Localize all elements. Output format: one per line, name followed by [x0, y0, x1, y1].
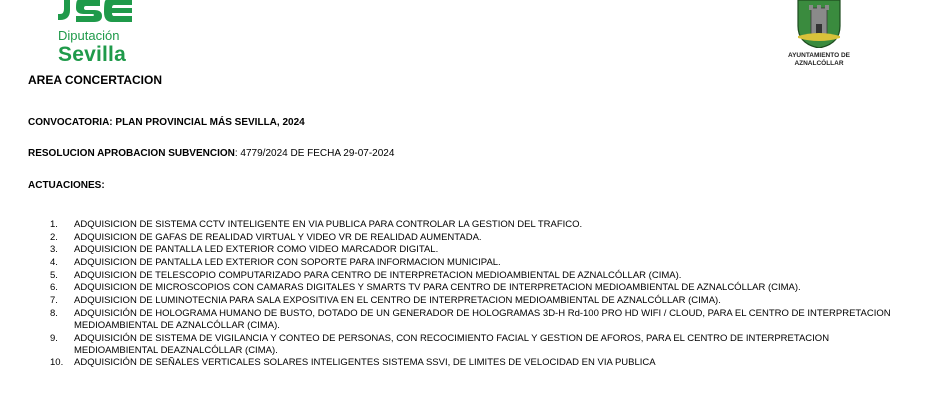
convocatoria-line: CONVOCATORIA: PLAN PROVINCIAL MÁS SEVILLA, 2024: [28, 117, 305, 128]
actuaciones-heading: ACTUACIONES:: [28, 180, 105, 191]
list-item-number: 6.: [50, 282, 58, 294]
list-item-text: ADQUISICION DE LUMINOTECNIA PARA SALA EXPOSITIVA EN EL CENTRO DE INTERPRETACION MEDIOAMBIENTAL DE AZNALCÓLLAR (CIMA).: [74, 295, 721, 307]
ayuntamiento-line1: AYUNTAMIENTO DE: [788, 52, 850, 59]
ayuntamiento-line2: AZNALCÓLLAR: [794, 60, 844, 67]
diputacion-sevilla-logo: [56, 0, 146, 70]
logo-text-diputacion: Diputación: [58, 28, 120, 43]
list-item-number: 9.: [50, 332, 58, 344]
list-item-text: ADQUISICIÓN DE SISTEMA DE VIGILANCIA Y CONTEO DE PERSONAS, CON RECOCIMIENTO FACIAL Y GESTION DE AFOROS, PARA EL CENTRO DE INTERPRETACION MEDIOAMBIENTAL DEAZNALCÓLLAR (CIMA).: [74, 332, 830, 356]
list-item-number: 4.: [50, 257, 58, 269]
resolucion-value: : 4779/2024 DE FECHA 29-07-2024: [234, 148, 395, 159]
list-item: [28, 282, 908, 294]
list-item: [28, 232, 908, 244]
list-item-text: ADQUISICION DE TELESCOPIO COMPUTARIZADO PARA CENTRO DE INTERPRETACION MEDIOAMBIENTAL DE AZNALCÓLLAR (CIMA).: [74, 269, 682, 281]
list-item: [28, 257, 908, 269]
list-item-text: ADQUISICION DE GAFAS DE REALIDAD VIRTUAL Y VIDEO VR DE REALIDAD AUMENTADA.: [74, 231, 482, 243]
actuaciones-list: [28, 219, 908, 370]
list-item-number: 1.: [50, 219, 58, 230]
list-item: [28, 333, 908, 357]
area-heading: AREA CONCERTACION: [28, 73, 162, 87]
list-item-number: 5.: [50, 269, 58, 281]
list-item: [28, 219, 908, 231]
resolucion-label: RESOLUCION APROBACION SUBVENCION: [28, 148, 235, 159]
logo-text-sevilla: Sevilla: [58, 43, 126, 66]
list-item-text: ADQUISICION DE MICROSCOPIOS CON CAMARAS DIGITALES Y SMARTS TV PARA CENTRO DE INTERPRETACION MEDIOAMBIENTAL DE AZNALCÓLLAR (CIMA).: [74, 282, 801, 294]
list-item: [28, 308, 908, 332]
list-item-text: ADQUISICION DE PANTALLA LED EXTERIOR CON SOPORTE PARA INFORMACION MUNICIPAL.: [74, 257, 501, 269]
list-item-number: 8.: [50, 307, 58, 319]
list-item-text: ADQUISICIÓN DE SEÑALES VERTICALES SOLARES INTELIGENTES SISTEMA SSVI, DE LIMITES DE VELOCIDAD EN VIA PUBLICA: [74, 357, 656, 369]
dipse-logo-mark-icon: [56, 0, 136, 26]
list-item: [28, 270, 908, 282]
list-item-number: 10.: [50, 357, 64, 369]
list-item: [28, 295, 908, 307]
list-item: [28, 244, 908, 256]
list-item-number: 2.: [50, 231, 58, 243]
list-item-number: 7.: [50, 295, 58, 307]
list-item-number: 3.: [50, 244, 58, 256]
list-item: [28, 357, 908, 369]
coat-of-arms-icon: [792, 0, 846, 48]
resolucion-line: [28, 148, 394, 159]
list-item-text: ADQUISICIÓN DE HOLOGRAMA HUMANO DE BUSTO, DOTADO DE UN GENERADOR DE HOLOGRAMAS 3D-H Rd-100 PRO HD WIFI / CLOUD, PARA EL CENTRO DE INTERPRETACION MEDIOAMBIENTAL DE AZNALCÓLLAR (CIMA).: [74, 307, 891, 331]
ayuntamiento-aznalcollar-logo: [778, 0, 860, 72]
list-item-text: ADQUISICION DE PANTALLA LED EXTERIOR COMO VIDEO MARCADOR DIGITAL.: [74, 244, 439, 256]
list-item-text: ADQUISICION DE SISTEMA CCTV INTELIGENTE EN VIA PUBLICA PARA CONTROLAR LA GESTION DEL TRAFICO.: [74, 219, 583, 230]
ayuntamiento-label: [778, 52, 860, 68]
